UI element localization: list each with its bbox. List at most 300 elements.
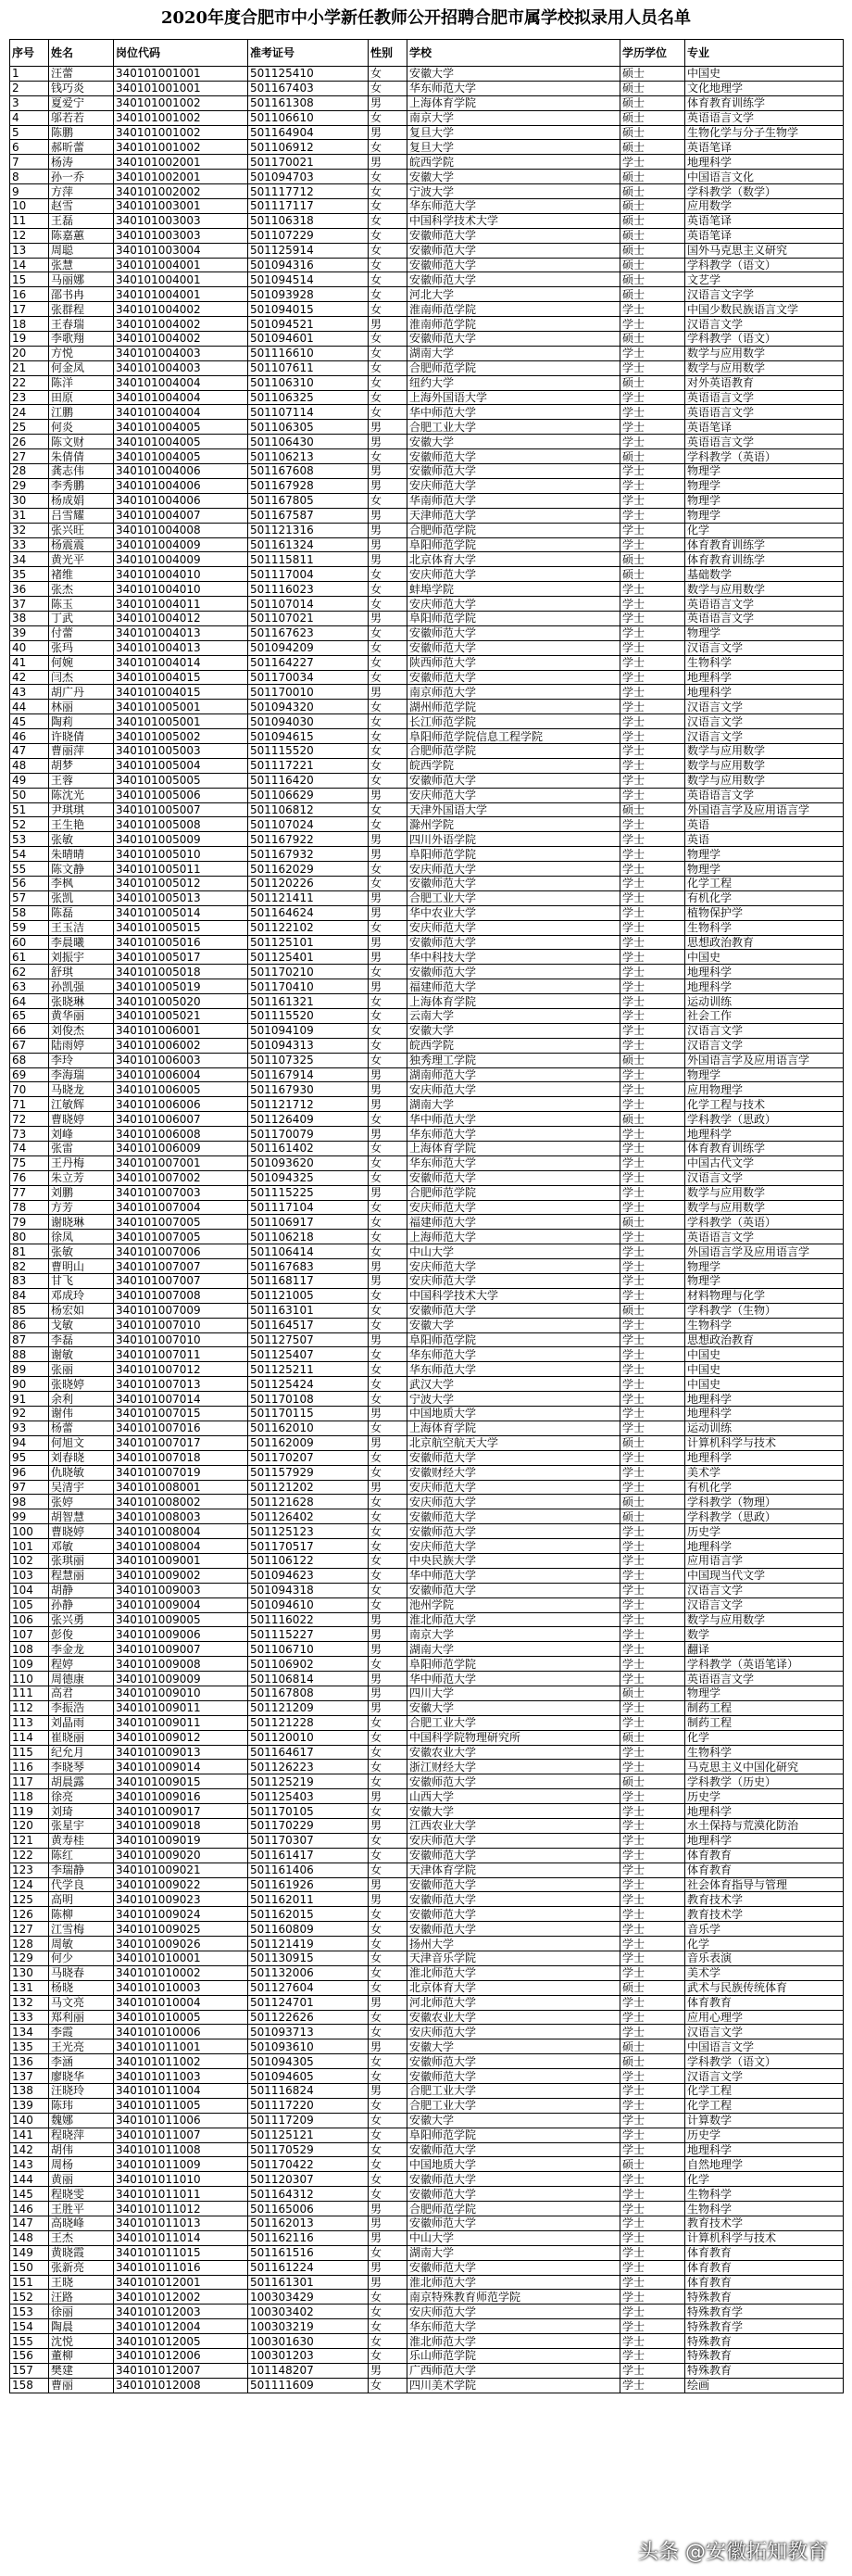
table-cell: 学士: [620, 1833, 685, 1848]
table-cell: 学士: [620, 876, 685, 890]
table-cell: 外国语言学及应用语言学: [685, 1053, 844, 1067]
table-cell: 男: [369, 1877, 407, 1892]
table-cell: 学士: [620, 1318, 685, 1332]
table-cell: 生物科学: [685, 2187, 844, 2202]
table-cell: 106: [10, 1612, 49, 1627]
table-cell: 曹晓婷: [49, 1112, 114, 1127]
table-row: [10, 1657, 844, 1672]
table-cell: 501167608: [248, 464, 369, 479]
table-cell: 邓敏: [49, 1539, 114, 1554]
table-cell: 女: [369, 1965, 407, 1980]
table-cell: 硕士: [620, 1495, 685, 1509]
table-cell: 501126223: [248, 1760, 369, 1774]
table-cell: 汉语言文学: [685, 729, 844, 744]
table-row: [10, 1112, 844, 1127]
table-cell: 安徽师范大学: [407, 935, 620, 950]
table-cell: 501167914: [248, 1067, 369, 1082]
table-cell: 501161406: [248, 1863, 369, 1877]
table-cell: 340101007006: [114, 1244, 248, 1259]
table-cell: 18: [10, 317, 49, 332]
table-cell: 340101006008: [114, 1127, 248, 1142]
table-row: [10, 950, 844, 965]
table-cell: 云南大学: [407, 1009, 620, 1024]
table-cell: 女: [369, 1583, 407, 1597]
table-cell: 501106305: [248, 420, 369, 435]
table-cell: 福建师范大学: [407, 1215, 620, 1230]
table-row: [10, 670, 844, 685]
table-cell: 101148207: [248, 2363, 369, 2378]
table-row: [10, 1038, 844, 1053]
table-cell: 学士: [620, 2202, 685, 2216]
table-row: [10, 1347, 844, 1362]
table-cell: 学士: [620, 478, 685, 493]
table-cell: 外国语言学及应用语言学: [685, 1244, 844, 1259]
table-cell: 安庆师范大学: [407, 1274, 620, 1289]
table-cell: 501167683: [248, 1259, 369, 1274]
table-cell: 9: [10, 184, 49, 199]
table-row: [10, 523, 844, 537]
table-cell: 120: [10, 1818, 49, 1833]
table-cell: 女: [369, 1937, 407, 1951]
table-row: [10, 258, 844, 272]
table-cell: 501125424: [248, 1377, 369, 1392]
table-row: [10, 1377, 844, 1392]
table-cell: 340101007005: [114, 1215, 248, 1230]
table-cell: 501122626: [248, 2010, 369, 2025]
table-cell: 340101001002: [114, 95, 248, 110]
table-cell: 女: [369, 1200, 407, 1215]
table-cell: 浙江财经大学: [407, 1760, 620, 1774]
table-cell: 女: [369, 1244, 407, 1259]
table-cell: 340101008001: [114, 1480, 248, 1495]
table-cell: 马文亮: [49, 1995, 114, 2010]
table-cell: 女: [369, 1465, 407, 1480]
table-cell: 501164312: [248, 2187, 369, 2202]
table-cell: 安徽农业大学: [407, 1745, 620, 1760]
table-cell: 男: [369, 611, 407, 625]
table-cell: 安徽师范大学: [407, 2142, 620, 2157]
table-cell: 501121209: [248, 1700, 369, 1715]
table-cell: 合肥师范学院: [407, 743, 620, 758]
table-cell: 陈文财: [49, 435, 114, 449]
table-cell: 501167587: [248, 508, 369, 523]
table-cell: 501117209: [248, 2113, 369, 2128]
table-cell: 340101009010: [114, 1686, 248, 1700]
table-cell: 69: [10, 1067, 49, 1082]
table-cell: 501094109: [248, 1023, 369, 1038]
table-cell: 340101007013: [114, 1377, 248, 1392]
table-row: [10, 994, 844, 1009]
table-cell: 硕士: [620, 1730, 685, 1745]
table-row: [10, 1597, 844, 1612]
table-cell: 501107325: [248, 1053, 369, 1067]
table-cell: 物理学: [685, 1067, 844, 1082]
table-cell: 8: [10, 170, 49, 184]
table-cell: 数学: [685, 1627, 844, 1642]
table-cell: 硕士: [620, 1509, 685, 1524]
table-cell: 英语笔译: [685, 228, 844, 243]
table-row: [10, 1833, 844, 1848]
table-row: [10, 1789, 844, 1804]
table-cell: 学士: [620, 685, 685, 700]
table-cell: 许晓倩: [49, 729, 114, 744]
table-cell: 34: [10, 552, 49, 567]
table-cell: 46: [10, 729, 49, 744]
table-cell: 501170210: [248, 965, 369, 979]
table-cell: 89: [10, 1362, 49, 1377]
table-cell: 生物化学与分子生物学: [685, 125, 844, 140]
table-row: [10, 2172, 844, 2187]
table-cell: 硕士: [620, 375, 685, 390]
table-row: [10, 1612, 844, 1627]
table-cell: 501170207: [248, 1450, 369, 1465]
table-cell: 蚌埠学院: [407, 582, 620, 597]
table-cell: 周敏: [49, 1937, 114, 1951]
table-cell: 学士: [620, 640, 685, 655]
table-cell: 501125403: [248, 1789, 369, 1804]
table-cell: 340101005013: [114, 890, 248, 905]
table-cell: 学科教学（语文）: [685, 332, 844, 347]
table-cell: 143: [10, 2157, 49, 2172]
table-cell: 代学良: [49, 1877, 114, 1892]
table-cell: 女: [369, 2245, 407, 2260]
table-cell: 340101010002: [114, 1965, 248, 1980]
table-cell: 340101004004: [114, 390, 248, 405]
table-cell: 126: [10, 1907, 49, 1922]
table-cell: 英语语言文学: [685, 1672, 844, 1686]
table-row: [10, 905, 844, 920]
table-cell: 女: [369, 1863, 407, 1877]
table-row: [10, 597, 844, 612]
table-cell: 湖南大学: [407, 2245, 620, 2260]
table-cell: 340101006004: [114, 1067, 248, 1082]
table-cell: 安徽师范大学: [407, 2216, 620, 2231]
table-cell: 女: [369, 2305, 407, 2319]
table-cell: 化学工程: [685, 2098, 844, 2113]
table-cell: 20: [10, 346, 49, 360]
table-cell: 汉语言文学: [685, 1038, 844, 1053]
table-cell: 女: [369, 332, 407, 347]
table-cell: 地理科学: [685, 1450, 844, 1465]
table-cell: 男: [369, 832, 407, 847]
table-cell: 女: [369, 1760, 407, 1774]
table-cell: 340101011016: [114, 2260, 248, 2275]
table-cell: 340101004004: [114, 405, 248, 420]
table-row: [10, 1274, 844, 1289]
table-cell: 张慧: [49, 258, 114, 272]
table-cell: 男: [369, 95, 407, 110]
table-cell: 学科教学（生物）: [685, 1303, 844, 1318]
table-cell: 501126409: [248, 1112, 369, 1127]
table-cell: 62: [10, 965, 49, 979]
table-cell: 340101004013: [114, 640, 248, 655]
table-row: [10, 360, 844, 375]
table-cell: 地理科学: [685, 1833, 844, 1848]
table-cell: 陈洋: [49, 375, 114, 390]
table-cell: 男: [369, 2039, 407, 2054]
table-cell: 男: [369, 2260, 407, 2275]
table-cell: 女: [369, 1170, 407, 1185]
table-cell: 女: [369, 302, 407, 317]
table-cell: 340101009014: [114, 1760, 248, 1774]
table-cell: 82: [10, 1259, 49, 1274]
table-cell: 学士: [620, 1539, 685, 1554]
table-cell: 仇晓敏: [49, 1465, 114, 1480]
table-cell: 女: [369, 1804, 407, 1819]
table-cell: 彭俊: [49, 1627, 114, 1642]
table-cell: 董柳: [49, 2349, 114, 2364]
table-cell: 501167930: [248, 1082, 369, 1097]
table-row: [10, 390, 844, 405]
table-cell: 340101005017: [114, 950, 248, 965]
table-cell: 女: [369, 1730, 407, 1745]
table-cell: 501170034: [248, 670, 369, 685]
table-cell: 胡智慧: [49, 1509, 114, 1524]
table-cell: 135: [10, 2039, 49, 2054]
table-cell: 程晓萍: [49, 2128, 114, 2142]
table-cell: 杨晓: [49, 1980, 114, 1995]
table-cell: 硕士: [620, 332, 685, 347]
table-cell: 合肥师范学院: [407, 1185, 620, 1200]
table-cell: 淮北师范大学: [407, 2334, 620, 2349]
table-cell: 汉语言文学: [685, 2069, 844, 2084]
table-cell: 物理学: [685, 1274, 844, 1289]
table-cell: 学士: [620, 2069, 685, 2084]
table-cell: 陈嘉蕙: [49, 228, 114, 243]
table-cell: 340101001001: [114, 67, 248, 82]
table-cell: 武汉大学: [407, 1377, 620, 1392]
table-cell: 340101004001: [114, 272, 248, 287]
table-cell: 安徽师范大学: [407, 1877, 620, 1892]
table-cell: 114: [10, 1730, 49, 1745]
table-cell: 余利: [49, 1392, 114, 1407]
table-row: [10, 817, 844, 832]
table-cell: 硕士: [620, 1303, 685, 1318]
watermark-text: 头条 @安徽拓知教育: [638, 2541, 828, 2564]
table-cell: 物理学: [685, 625, 844, 640]
table-cell: 女: [369, 640, 407, 655]
table-cell: 杨震震: [49, 537, 114, 552]
table-cell: 63: [10, 979, 49, 994]
table-cell: 340101007007: [114, 1259, 248, 1274]
table-cell: 学科教学（英语）: [685, 1215, 844, 1230]
table-cell: 中国史: [685, 1377, 844, 1392]
table-cell: 女: [369, 390, 407, 405]
table-cell: 30: [10, 493, 49, 508]
table-cell: 学士: [620, 2319, 685, 2334]
table-row: [10, 1804, 844, 1819]
table-cell: 安徽师范大学: [407, 2069, 620, 2084]
table-cell: 32: [10, 523, 49, 537]
table-cell: 10: [10, 199, 49, 214]
table-cell: 女: [369, 213, 407, 228]
table-cell: 江雪梅: [49, 1922, 114, 1937]
table-cell: 43: [10, 685, 49, 700]
table-row: [10, 1480, 844, 1495]
table-cell: 应用心理学: [685, 2010, 844, 2025]
table-cell: 56: [10, 876, 49, 890]
table-cell: 340101009025: [114, 1922, 248, 1937]
table-cell: 体育教育训练学: [685, 1142, 844, 1156]
table-cell: 安徽师范大学: [407, 1524, 620, 1539]
table-cell: 学士: [620, 155, 685, 170]
table-cell: 学士: [620, 743, 685, 758]
table-cell: 山西大学: [407, 1789, 620, 1804]
table-cell: 学科教学（英语笔译）: [685, 1657, 844, 1672]
table-row: [10, 1583, 844, 1597]
table-cell: 340101006006: [114, 1097, 248, 1112]
table-cell: 340101007010: [114, 1332, 248, 1347]
table-cell: 女: [369, 1318, 407, 1332]
table-cell: 学士: [620, 758, 685, 773]
table-cell: 女: [369, 258, 407, 272]
table-cell: 付蕾: [49, 625, 114, 640]
table-cell: 陈鹏: [49, 125, 114, 140]
table-cell: 340101009004: [114, 1597, 248, 1612]
table-cell: 501120226: [248, 876, 369, 890]
table-cell: 49: [10, 773, 49, 788]
table-cell: 物理学: [685, 862, 844, 877]
table-cell: 501116824: [248, 2084, 369, 2099]
table-cell: 340101004007: [114, 508, 248, 523]
table-cell: 阜阳师范学院: [407, 2128, 620, 2142]
table-cell: 安庆师范大学: [407, 1082, 620, 1097]
table-row: [10, 788, 844, 802]
table-cell: 曹明山: [49, 1259, 114, 1274]
table-cell: 340101011001: [114, 2039, 248, 2054]
table-cell: 学士: [620, 1480, 685, 1495]
table-cell: 340101004002: [114, 317, 248, 332]
table-cell: 340101001002: [114, 110, 248, 125]
table-cell: 340101009021: [114, 1863, 248, 1877]
table-cell: 340101004002: [114, 302, 248, 317]
table-cell: 340101004009: [114, 552, 248, 567]
table-cell: 李枫: [49, 876, 114, 890]
table-row: [10, 420, 844, 435]
table-row: [10, 1450, 844, 1465]
table-row: [10, 2290, 844, 2305]
table-cell: 男: [369, 1995, 407, 2010]
table-row: [10, 2025, 844, 2039]
table-cell: 硕士: [620, 81, 685, 95]
table-cell: 学士: [620, 1700, 685, 1715]
table-row: [10, 287, 844, 302]
table-cell: 学士: [620, 1377, 685, 1392]
table-cell: 148: [10, 2230, 49, 2245]
table-cell: 学士: [620, 817, 685, 832]
table-cell: 学士: [620, 360, 685, 375]
column-header: 序号: [10, 40, 49, 67]
table-cell: 501170115: [248, 1407, 369, 1421]
table-cell: 刘俊杰: [49, 1023, 114, 1038]
table-row: [10, 2098, 844, 2113]
table-row: [10, 1495, 844, 1509]
table-cell: 学士: [620, 1170, 685, 1185]
table-cell: 112: [10, 1700, 49, 1715]
table-cell: 340101009024: [114, 1907, 248, 1922]
table-cell: 35: [10, 567, 49, 582]
table-cell: 134: [10, 2025, 49, 2039]
table-cell: 501167403: [248, 81, 369, 95]
table-cell: 北京航空航天大学: [407, 1435, 620, 1450]
table-row: [10, 1907, 844, 1922]
table-row: [10, 508, 844, 523]
table-cell: 男: [369, 1097, 407, 1112]
table-row: [10, 199, 844, 214]
table-cell: 汉语言文学: [685, 1583, 844, 1597]
table-cell: 徐亮: [49, 1789, 114, 1804]
table-cell: 独秀理工学院: [407, 1053, 620, 1067]
table-row: [10, 2363, 844, 2378]
table-cell: 黄丽: [49, 2172, 114, 2187]
table-cell: 340101012006: [114, 2349, 248, 2364]
table-cell: 340101009012: [114, 1730, 248, 1745]
table-cell: 淮南师范学院: [407, 302, 620, 317]
table-cell: 学士: [620, 773, 685, 788]
table-cell: 淮北师范大学: [407, 1965, 620, 1980]
table-cell: 53: [10, 832, 49, 847]
table-cell: 501094320: [248, 700, 369, 714]
table-row: [10, 1288, 844, 1303]
table-cell: 体育教育: [685, 1848, 844, 1863]
table-cell: 501116420: [248, 773, 369, 788]
table-cell: 学士: [620, 1892, 685, 1907]
table-cell: 应用语言学: [685, 1553, 844, 1568]
table-cell: 体育教育训练学: [685, 537, 844, 552]
table-cell: 340101012004: [114, 2319, 248, 2334]
table-cell: 陶晨: [49, 2319, 114, 2334]
table-cell: 501093928: [248, 287, 369, 302]
table-cell: 李涵: [49, 2054, 114, 2069]
table-cell: 安徽大学: [407, 2039, 620, 2054]
table-cell: 汪蕾: [49, 67, 114, 82]
table-cell: 340101012005: [114, 2334, 248, 2349]
table-cell: 学士: [620, 2142, 685, 2157]
table-cell: 周德康: [49, 1672, 114, 1686]
table-cell: 阜阳师范学院: [407, 537, 620, 552]
table-cell: 地理科学: [685, 670, 844, 685]
table-cell: 体育教育: [685, 2275, 844, 2290]
table-cell: 501167623: [248, 625, 369, 640]
table-cell: 女: [369, 2025, 407, 2039]
table-cell: 学士: [620, 1288, 685, 1303]
table-cell: 安徽师范大学: [407, 464, 620, 479]
table-cell: 张兴勇: [49, 1612, 114, 1627]
table-cell: 中国语言文学: [685, 2039, 844, 2054]
table-cell: 121: [10, 1833, 49, 1848]
table-cell: 生物科学: [685, 920, 844, 935]
table-cell: 340101012003: [114, 2305, 248, 2319]
table-cell: 340101003001: [114, 199, 248, 214]
table-cell: 硕士: [620, 1774, 685, 1789]
table-cell: 中国史: [685, 1347, 844, 1362]
table-cell: 女: [369, 1421, 407, 1435]
table-cell: 安徽师范大学: [407, 1848, 620, 1863]
table-cell: 男: [369, 1185, 407, 1200]
table-cell: 地理科学: [685, 979, 844, 994]
table-cell: 学士: [620, 1392, 685, 1407]
table-cell: 女: [369, 2098, 407, 2113]
table-row: [10, 435, 844, 449]
table-cell: 340101004009: [114, 537, 248, 552]
table-cell: 501164904: [248, 125, 369, 140]
table-cell: 胡伟: [49, 2142, 114, 2157]
table-row: [10, 1937, 844, 1951]
table-cell: 340101004013: [114, 625, 248, 640]
table-cell: 男: [369, 1892, 407, 1907]
table-cell: 52: [10, 817, 49, 832]
table-cell: 地理科学: [685, 1127, 844, 1142]
